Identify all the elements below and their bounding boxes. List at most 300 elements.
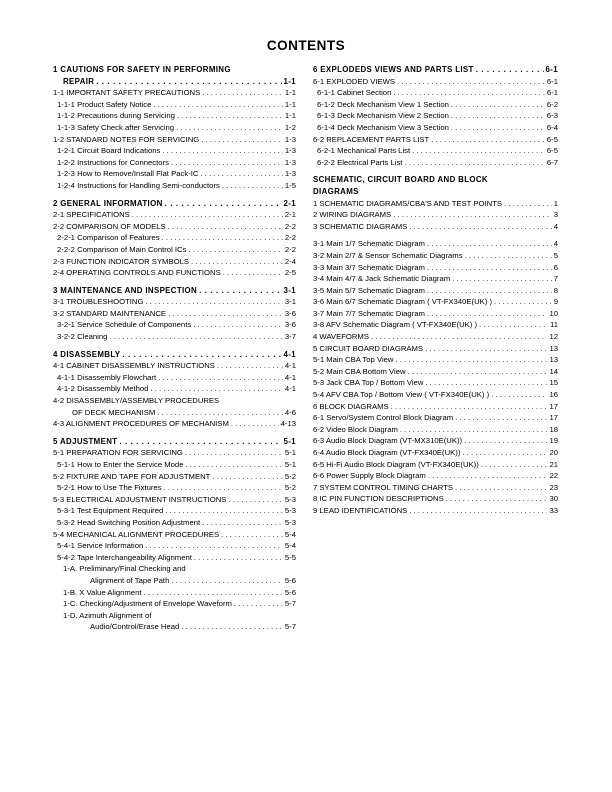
toc-dot-leader xyxy=(451,122,545,134)
toc-dot-leader xyxy=(409,221,551,233)
toc-entry-title: 5-1-1 How to Enter the Service Mode xyxy=(57,460,184,469)
toc-entry xyxy=(313,343,558,355)
toc-entry xyxy=(53,76,296,88)
toc-entry-title: 5-2 Main CBA Bottom View xyxy=(313,366,406,376)
toc-entry xyxy=(313,424,558,436)
toc-entry-page: 5-4 xyxy=(284,529,296,539)
toc-entry xyxy=(53,587,296,599)
toc-entry-page: 1-5 xyxy=(284,180,296,190)
toc-entry-title: 1-1-1 Product Safety Notice xyxy=(57,99,152,109)
toc-dot-leader xyxy=(412,145,545,157)
toc-dot-leader xyxy=(96,76,281,88)
toc-dot-leader xyxy=(165,198,282,210)
toc-entry-title: 2 GENERAL INFORMATION xyxy=(53,198,163,208)
toc-entry-page: 33 xyxy=(549,505,558,515)
toc-dot-leader xyxy=(391,401,548,413)
toc-entry-page: 2-1 xyxy=(283,198,296,208)
toc-entry-page: 16 xyxy=(549,390,558,400)
toc-dot-leader xyxy=(119,436,281,448)
toc-entry xyxy=(313,389,558,401)
toc-entry xyxy=(53,540,296,552)
toc-entry xyxy=(53,168,296,180)
toc-section-heading: DIAGRAMS xyxy=(313,186,359,196)
toc-entry xyxy=(53,209,296,221)
toc-entry-title: 1-A. Preliminary/Final Checking and xyxy=(63,564,186,574)
toc-entry-title: 5-4-2 Tape Interchangeability Alignment xyxy=(57,552,192,562)
toc-entry-page: 4-1 xyxy=(284,361,296,371)
toc-dot-leader xyxy=(491,389,547,401)
toc-dot-leader xyxy=(452,273,552,285)
toc-entry-page: 1-1 xyxy=(283,76,296,86)
toc-entry xyxy=(313,296,558,308)
toc-entry-page: 6-3 xyxy=(546,111,558,121)
toc-dot-leader xyxy=(221,529,283,541)
toc-entry-title: 2-2-1 Comparison of Features xyxy=(57,233,160,243)
toc-dot-leader xyxy=(400,424,548,436)
toc-entry-title: 3 SCHEMATIC DIAGRAMS xyxy=(313,221,408,231)
toc-entry-title: 3 MAINTENANCE AND INSPECTION xyxy=(53,285,198,295)
toc-entry xyxy=(313,145,558,157)
toc-dot-leader xyxy=(153,99,282,111)
toc-dot-leader xyxy=(476,64,544,76)
toc-entry xyxy=(313,76,558,88)
toc-entry-page: 5-5 xyxy=(284,552,296,562)
toc-entry-page: 1-2 xyxy=(284,122,296,132)
toc-entry-page: 13 xyxy=(549,355,558,365)
toc-entry-page: 6-5 xyxy=(546,134,558,144)
toc-entry xyxy=(53,517,296,529)
toc-entry-page: 2-2 xyxy=(284,221,296,231)
toc-entry-title: Audio/Control/Erase Head xyxy=(90,622,180,632)
toc-dot-leader xyxy=(122,349,281,361)
toc-entry-title: 1-2-4 Instructions for Handling Semi-conductors xyxy=(57,180,220,190)
toc-entry xyxy=(53,99,296,111)
toc-entry xyxy=(313,262,558,274)
toc-entry-title: 1-2-2 Instructions for Connectors xyxy=(57,157,169,167)
toc-entry xyxy=(313,99,558,111)
toc-dot-leader xyxy=(393,87,545,99)
toc-entry-page: 7 xyxy=(553,274,558,284)
toc-entry xyxy=(53,372,296,384)
toc-entry-title: 1-2-1 Circuit Board Indications xyxy=(57,146,161,156)
toc-entry-title: 3-3 Main 3/7 Schematic Diagram xyxy=(313,262,425,272)
toc-entry-page: 1-3 xyxy=(284,134,296,144)
toc-entry-title: 4 DISASSEMBLY xyxy=(53,349,121,359)
toc-entry-title: 5-4 AFV CBA Top / Bottom View ( VT-FX340E(UK) ) xyxy=(313,390,490,400)
toc-entry xyxy=(313,122,558,134)
toc-entry-page: 3-1 xyxy=(284,297,296,307)
toc-dot-leader xyxy=(200,168,282,180)
toc-entry xyxy=(53,221,296,233)
toc-entry-title: 2-3 FUNCTION INDICATOR SYMBOLS xyxy=(53,256,189,266)
toc-dot-leader xyxy=(408,366,548,378)
toc-section-heading: 1 CAUTIONS FOR SAFETY IN PERFORMING xyxy=(53,65,231,74)
toc-entry-title: 2-1 SPECIFICATIONS xyxy=(53,210,130,220)
toc-entry-page: 4-13 xyxy=(280,419,296,429)
toc-entry-page: 6-1 xyxy=(546,76,558,86)
toc-dot-leader xyxy=(395,354,547,366)
toc-entry xyxy=(313,110,558,122)
toc-entry-title: 1-1-2 Precautions during Servicing xyxy=(57,111,175,121)
toc-entry-page: 4-1 xyxy=(284,372,296,382)
toc-entry-page: 15 xyxy=(549,378,558,388)
toc-entry-title: 1-2 STANDARD NOTES FOR SERVICING xyxy=(53,134,200,144)
toc-dot-leader xyxy=(168,308,283,320)
toc-dot-leader xyxy=(455,482,547,494)
toc-entry-page: 1-1 xyxy=(284,111,296,121)
toc-dot-leader xyxy=(465,250,552,262)
toc-entry xyxy=(313,134,558,146)
toc-entry-title: 1-1 IMPORTANT SAFETY PRECAUTIONS xyxy=(53,88,201,98)
toc-dot-leader xyxy=(425,377,547,389)
toc-dot-leader xyxy=(431,134,545,146)
toc-entry-title: 5-3 Jack CBA Top / Bottom View xyxy=(313,378,424,388)
toc-entry-title: 5-4 MECHANICAL ALIGNMENT PROCEDURES xyxy=(53,529,220,539)
toc-entry-title: 6-6 Power Supply Block Diagram xyxy=(313,471,426,481)
toc-entry xyxy=(53,360,296,372)
toc-entry-title: 3-4 Main 4/7 & Jack Schematic Diagram xyxy=(313,274,451,284)
toc-entry-title: 6-2 Video Block Diagram xyxy=(313,424,398,434)
toc-entry xyxy=(313,238,558,250)
toc-dot-leader xyxy=(145,540,283,552)
toc-right-column xyxy=(313,64,558,517)
toc-entry xyxy=(53,459,296,471)
toc-dot-leader xyxy=(191,256,283,268)
toc-entry xyxy=(53,529,296,541)
toc-entry-page: 1 xyxy=(553,198,558,208)
toc-entry xyxy=(53,349,296,361)
toc-entry xyxy=(53,180,296,192)
toc-dot-leader xyxy=(202,517,283,529)
toc-dot-leader xyxy=(425,343,547,355)
toc-dot-leader xyxy=(194,552,283,564)
toc-dot-leader xyxy=(427,285,552,297)
toc-dot-leader xyxy=(446,493,548,505)
toc-entry-title: 6 EXPLODEDS VIEWS AND PARTS LIST xyxy=(313,65,474,74)
toc-entry-page: 21 xyxy=(549,459,558,469)
toc-entry-title: 1-B. X Value Alignment xyxy=(63,587,142,597)
toc-entry xyxy=(313,412,558,424)
toc-entry-title: REPAIR xyxy=(63,76,95,86)
toc-dot-leader xyxy=(504,198,552,210)
toc-dot-leader xyxy=(158,372,283,384)
toc-dot-leader xyxy=(393,209,552,221)
toc-entry-page: 3-1 xyxy=(283,285,296,295)
toc-entry xyxy=(313,447,558,459)
toc-entry-page: 23 xyxy=(549,482,558,492)
toc-entry xyxy=(53,436,296,448)
toc-entry xyxy=(53,157,296,169)
toc-entry-title: 3-2 Main 2/7 & Sensor Schematic Diagrams xyxy=(313,250,463,260)
toc-entry xyxy=(313,64,558,76)
toc-entry-title: 4-3 ALIGNMENT PROCEDURES OF MECHANISM xyxy=(53,419,229,429)
toc-entry-title: 5-1 PREPARATION FOR SERVICING xyxy=(53,448,183,458)
toc-entry-title: 3-1 TROUBLESHOOTING xyxy=(53,297,144,307)
toc-dot-leader xyxy=(451,110,545,122)
toc-entry-page: 6-4 xyxy=(546,122,558,132)
toc-entry-title: 3-1 Main 1/7 Schematic Diagram xyxy=(313,239,425,249)
toc-entry-title: 1 SCHEMATIC DIAGRAMS/CBA'S AND TEST POINTS xyxy=(313,198,502,208)
toc-entry-title: 3-6 Main 6/7 Schematic Diagram ( VT-FX340E(UK) ) xyxy=(313,297,493,307)
toc-dot-leader xyxy=(427,308,547,320)
toc-entry xyxy=(53,87,296,99)
toc-entry-page: 5-3 xyxy=(284,506,296,516)
toc-entry xyxy=(313,250,558,262)
toc-entry xyxy=(53,232,296,244)
toc-entry-page: 11 xyxy=(550,320,558,330)
toc-entry-title: 6-1-3 Deck Mechanism View 2 Section xyxy=(317,111,449,121)
toc-dot-leader xyxy=(145,296,282,308)
toc-entry-page: 17 xyxy=(549,401,558,411)
toc-dot-leader xyxy=(455,412,547,424)
toc-entry-page: 3-6 xyxy=(284,308,296,318)
toc-entry xyxy=(313,401,558,413)
toc-entry-page: 2-1 xyxy=(284,210,296,220)
toc-entry-title: 6-2-1 Mechanical Parts List xyxy=(317,146,411,156)
toc-dot-leader xyxy=(132,209,283,221)
toc-entry-title: 3-2-2 Cleaning xyxy=(57,332,108,342)
toc-entry-page: 3-6 xyxy=(284,320,296,330)
toc-entry-page: 2-5 xyxy=(284,268,296,278)
toc-entry-title: 3-5 Main 5/7 Schematic Diagram xyxy=(313,285,425,295)
toc-entry-page: 1-1 xyxy=(284,88,296,98)
toc-entry-page: 1-3 xyxy=(284,157,296,167)
toc-entry xyxy=(313,308,558,320)
toc-entry-title: 5 ADJUSTMENT xyxy=(53,436,118,446)
toc-entry xyxy=(313,319,558,331)
toc-entry-title: 9 LEAD IDENTIFICATIONS xyxy=(313,505,408,515)
toc-dot-leader xyxy=(202,87,283,99)
toc-entry-page: 30 xyxy=(549,494,558,504)
toc-entry-title: 6-5 Hi-Fi Audio Block Diagram (VT-FX340E(UK)) xyxy=(313,459,479,469)
toc-entry-page: 1-3 xyxy=(284,146,296,156)
toc-entry-page: 14 xyxy=(549,366,558,376)
toc-entry-page: 12 xyxy=(549,332,558,342)
toc-dot-leader xyxy=(150,383,282,395)
toc-entry-page: 5-1 xyxy=(283,436,296,446)
toc-entry xyxy=(53,110,296,122)
toc-entry-title: 6-1 Servo/System Control Block Diagram xyxy=(313,413,454,423)
toc-entry-title: 5-2-1 How to Use The Fixtures xyxy=(57,483,162,493)
toc-entry-page: 6 xyxy=(553,262,558,272)
toc-entry-page: 5-2 xyxy=(284,471,296,481)
toc-entry xyxy=(53,244,296,256)
toc-dot-leader xyxy=(109,331,282,343)
toc-entry xyxy=(313,505,558,517)
toc-entry xyxy=(53,145,296,157)
toc-entry xyxy=(313,285,558,297)
toc-entry-title: 2-2-2 Comparison of Main Control ICs xyxy=(57,244,187,254)
toc-entry-title: 5-1 Main CBA Top View xyxy=(313,355,394,365)
toc-entry xyxy=(53,383,296,395)
toc-entry-title: 8 IC PIN FUNCTION DESCRIPTIONS xyxy=(313,494,444,504)
toc-entry-title: 2 WIRING DIAGRAMS xyxy=(313,210,392,220)
toc-entry-page: 5-3 xyxy=(284,517,296,527)
toc-entry-title: 6-4 Audio Block Diagram (VT-FX340E(UK)) xyxy=(313,448,461,457)
toc-entry-page: 13 xyxy=(549,343,558,353)
toc-dot-leader xyxy=(164,482,283,494)
toc-entry xyxy=(53,407,296,419)
toc-entry-page: 3 xyxy=(553,210,558,220)
toc-entry xyxy=(53,552,296,564)
toc-entry-page: 3-7 xyxy=(284,332,296,342)
toc-entry-title: 3-7 Main 7/7 Schematic Diagram xyxy=(313,308,425,318)
toc-dot-leader xyxy=(479,319,548,331)
toc-entry-page: 4-1 xyxy=(283,349,296,359)
toc-entry xyxy=(313,273,558,285)
toc-entry-page: 1-1 xyxy=(284,99,296,109)
toc-entry xyxy=(53,134,296,146)
toc-entry-page: 6-7 xyxy=(546,157,558,167)
toc-entry-page: 1-3 xyxy=(284,169,296,179)
toc-entry-title: 1-1-3 Safety Check after Servicing xyxy=(57,122,175,132)
toc-entry-title: 1-2-3 How to Remove/Install Flat Pack-IC xyxy=(57,169,199,179)
toc-dot-leader xyxy=(188,244,282,256)
toc-dot-leader xyxy=(371,331,547,343)
toc-entry xyxy=(313,377,558,389)
toc-entry-title: 5-3-1 Test Equipment Required xyxy=(57,506,164,516)
toc-entry-page: 4 xyxy=(553,239,558,249)
toc-entry xyxy=(313,209,558,221)
toc-entry-title: 4-1 CABINET DISASSEMBLY INSTRUCTIONS xyxy=(53,361,215,371)
toc-entry xyxy=(53,296,296,308)
toc-entry-page: 5-1 xyxy=(284,460,296,469)
toc-entry-page: 8 xyxy=(553,285,558,295)
toc-entry xyxy=(53,621,296,633)
toc-entry-title: 6-1-2 Deck Mechanism View 1 Section xyxy=(317,99,449,109)
toc-entry-page: 19 xyxy=(549,436,558,446)
toc-entry-page: 5-3 xyxy=(284,494,296,504)
toc-dot-leader xyxy=(397,76,545,88)
toc-dot-leader xyxy=(222,180,283,192)
toc-entry-title: 3-8 AFV Schematic Diagram ( VT-FX340E(UK) ) xyxy=(313,320,478,330)
toc-dot-leader xyxy=(451,99,545,111)
toc-entry-page: 6-2 xyxy=(546,99,558,109)
toc-dot-leader xyxy=(217,360,283,372)
toc-entry-title: 6-2 REPLACEMENT PARTS LIST xyxy=(313,134,430,144)
toc-entry xyxy=(53,331,296,343)
toc-entry-title: 6-2-2 Electrical Parts List xyxy=(317,157,403,167)
toc-entry xyxy=(53,598,296,610)
toc-dot-leader xyxy=(199,285,281,297)
toc-entry-page: 2-2 xyxy=(284,244,296,254)
toc-dot-leader xyxy=(234,598,283,610)
toc-entry-title: OF DECK MECHANISM xyxy=(72,407,156,417)
toc-entry-page: 5-1 xyxy=(284,448,296,458)
toc-entry-page: 18 xyxy=(549,424,558,434)
toc-entry-page: 4-6 xyxy=(284,407,296,417)
toc-entry xyxy=(313,221,558,233)
toc-entry-title: 5-3-2 Head Switching Position Adjustment xyxy=(57,517,201,527)
toc-dot-leader xyxy=(171,575,283,587)
toc-entry-page: 6-1 xyxy=(546,88,558,98)
toc-entry-title: 3-2-1 Service Schedule of Components xyxy=(57,320,192,330)
toc-entry xyxy=(313,157,558,169)
toc-entry-page: 10 xyxy=(549,308,558,318)
toc-entry-title: 5 CIRCUIT BOARD DIAGRAMS xyxy=(313,343,424,353)
toc-dot-leader xyxy=(427,262,552,274)
toc-dot-leader xyxy=(494,296,552,308)
toc-entry-page: 5-2 xyxy=(284,483,296,493)
toc-dot-leader xyxy=(162,145,282,157)
toc-dot-leader xyxy=(193,319,283,331)
toc-dot-leader xyxy=(176,122,283,134)
toc-entry xyxy=(53,505,296,517)
toc-entry-title: 3-2 STANDARD MAINTENANCE xyxy=(53,308,167,318)
toc-dot-leader xyxy=(481,459,548,471)
toc-dot-leader xyxy=(181,621,283,633)
toc-entry-page: 5-6 xyxy=(284,587,296,597)
toc-dot-leader xyxy=(201,134,283,146)
toc-entry xyxy=(313,435,558,447)
toc-entry xyxy=(313,331,558,343)
toc-entry-page: 5-7 xyxy=(284,622,296,632)
toc-entry xyxy=(53,256,296,268)
toc-dot-leader xyxy=(231,418,279,430)
toc-entry-title: Alignment of Tape Path xyxy=(90,575,170,585)
toc-dot-leader xyxy=(185,459,282,471)
toc-dot-leader xyxy=(171,157,283,169)
toc-entry-page: 6-5 xyxy=(546,146,558,156)
toc-entry-title: 6-1-4 Deck Mechanism View 3 Section xyxy=(317,122,449,132)
page-title: CONTENTS xyxy=(266,38,346,53)
toc-entry-page: 5-6 xyxy=(284,575,296,585)
toc-dot-leader xyxy=(185,447,283,459)
toc-entry-page: 20 xyxy=(549,448,558,457)
toc-entry xyxy=(53,285,296,297)
toc-entry-page: 2-4 xyxy=(284,256,296,266)
toc-entry xyxy=(313,459,558,471)
toc-entry xyxy=(313,482,558,494)
toc-entry-title: 2-4 OPERATING CONTROLS AND FUNCTIONS xyxy=(53,268,221,278)
toc-entry xyxy=(53,319,296,331)
toc-dot-leader xyxy=(143,587,282,599)
toc-entry-page: 5-7 xyxy=(284,599,296,609)
toc-dot-leader xyxy=(162,232,283,244)
toc-entry xyxy=(313,493,558,505)
toc-entry-title: 1-D. Azimuth Alignment of xyxy=(63,610,152,620)
toc-entry-page: 9 xyxy=(553,297,558,307)
toc-entry-title: 4 WAVEFORMS xyxy=(313,332,369,342)
toc-entry-title: 5-2 FIXTURE AND TAPE FOR ADJUSTMENT xyxy=(53,471,211,481)
toc-dot-leader xyxy=(404,157,544,169)
toc-entry xyxy=(53,494,296,506)
toc-dot-leader xyxy=(177,110,283,122)
toc-entry xyxy=(53,267,296,279)
toc-left-column xyxy=(53,64,296,633)
toc-entry xyxy=(313,354,558,366)
toc-entry-page: 5-4 xyxy=(284,541,296,551)
toc-section-heading: SCHEMATIC, CIRCUIT BOARD AND BLOCK xyxy=(313,175,488,185)
toc-entry xyxy=(313,198,558,210)
toc-entry xyxy=(53,418,296,430)
toc-entry xyxy=(53,575,296,587)
toc-entry xyxy=(313,366,558,378)
toc-entry xyxy=(53,198,296,210)
toc-entry xyxy=(313,470,558,482)
toc-entry-title: 2-2 COMPARISON OF MODELS xyxy=(53,221,166,231)
toc-entry-title: 6 BLOCK DIAGRAMS xyxy=(313,401,389,411)
toc-entry-page: 4-1 xyxy=(284,384,296,394)
toc-entry-title: 4-2 DISASSEMBLY/ASSEMBLY PROCEDURES xyxy=(53,396,220,406)
toc-entry-title: 6-1-1 Cabinet Section xyxy=(317,88,392,98)
toc-dot-leader xyxy=(223,267,283,279)
toc-dot-leader xyxy=(165,505,283,517)
toc-dot-leader xyxy=(427,238,552,250)
toc-dot-leader xyxy=(228,494,282,506)
toc-dot-leader xyxy=(409,505,547,517)
toc-dot-leader xyxy=(428,470,548,482)
